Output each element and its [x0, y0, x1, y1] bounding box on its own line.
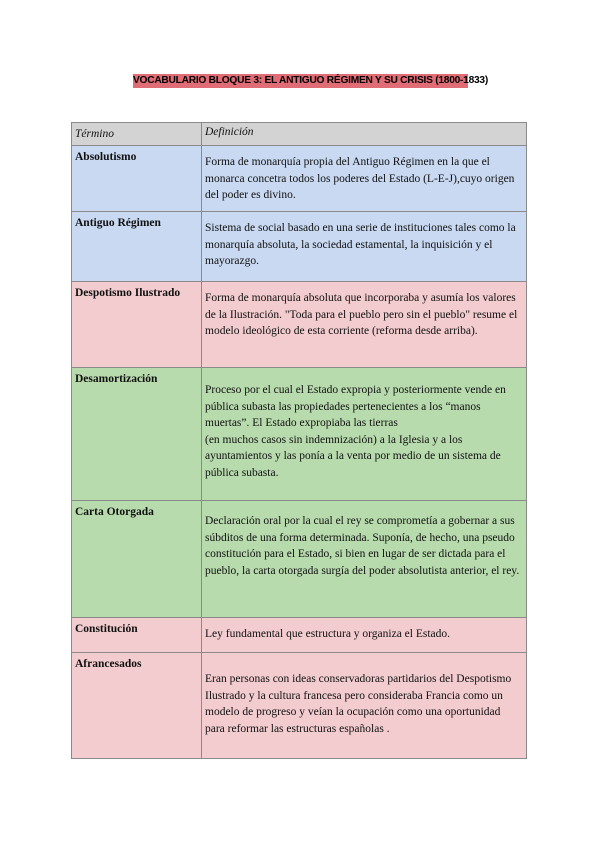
term-cell: Absolutismo: [72, 146, 202, 212]
term-cell: Antiguo Régimen: [72, 212, 202, 282]
definition-text: Declaración oral por la cual el rey se comprometía a gobernar a sus súbditos de una forma determinada. Suponía, de hecho, una pseudo constitución para el Estado, si bien en lugar de ser dictada para el pueblo, la carta otorgada surgía del poder absolutista anterior, el rey.: [205, 515, 520, 577]
document-title: VOCABULARIO BLOQUE 3: EL ANTIGUO RÉGIMEN Y SU CRISIS (1800-1833): [133, 75, 488, 86]
term-cell: Constitución: [72, 618, 202, 653]
definition-text: Forma de monarquía absoluta que incorporaba y asumía los valores de la Ilustración. "Toda para el pueblo pero sin el pueblo" resume el modelo ideológico de esta corriente (reforma desde arriba).: [205, 292, 518, 337]
table-row: [72, 501, 527, 618]
definition-cell: [202, 368, 527, 501]
term-cell: Despotismo Ilustrado: [72, 282, 202, 368]
definition-cell: [202, 618, 527, 653]
term-cell: Carta Otorgada: [72, 501, 202, 618]
table-row: [72, 368, 527, 501]
definition-cell: [202, 212, 527, 282]
definition-cell: [202, 146, 527, 212]
term-cell: Afrancesados: [72, 653, 202, 759]
table-row: [72, 146, 527, 212]
table-header-row: [72, 123, 527, 146]
definition-text: Sistema de social basado en una serie de instituciones tales como la monarquía absoluta, la sociedad estamental, la inquisición y el mayorazgo.: [205, 222, 516, 267]
definition-cell: [202, 501, 527, 618]
term-cell: Desamortización: [72, 368, 202, 501]
definition-text: Ley fundamental que estructura y organiza el Estado.: [205, 628, 451, 640]
header-term: Término: [72, 123, 202, 146]
definition-text: Proceso por el cual el Estado expropia y posteriormente vende en pública subasta las propiedades pertenecientes a los “manos muertas”. El Estado expropiaba las tierras: [205, 384, 506, 429]
table-row: [72, 618, 527, 653]
header-definition: Definición: [202, 123, 527, 146]
definition-cell: [202, 653, 527, 759]
definition-text: Forma de monarquía propia del Antiguo Régimen en la que el monarca concetra todos los poderes del Estado (L-E-J),cuyo origen del poder es divino.: [205, 156, 515, 201]
table-row: [72, 653, 527, 759]
definition-text: Eran personas con ideas conservadoras partidarios del Despotismo Ilustrado y la cultura francesa pero consideraba Francia como un modelo de progreso y veían la ocupación como una oportunidad para reformar las estructuras españolas .: [205, 673, 512, 735]
table-row: [72, 282, 527, 368]
definition-cell: [202, 282, 527, 368]
definition-text: (en muchos casos sin indemnización) a la Iglesia y a los ayuntamientos y las ponía a la venta por medio de un sistema de pública subasta.: [205, 433, 501, 479]
table-row: [72, 212, 527, 282]
vocabulary-table: [71, 122, 527, 759]
